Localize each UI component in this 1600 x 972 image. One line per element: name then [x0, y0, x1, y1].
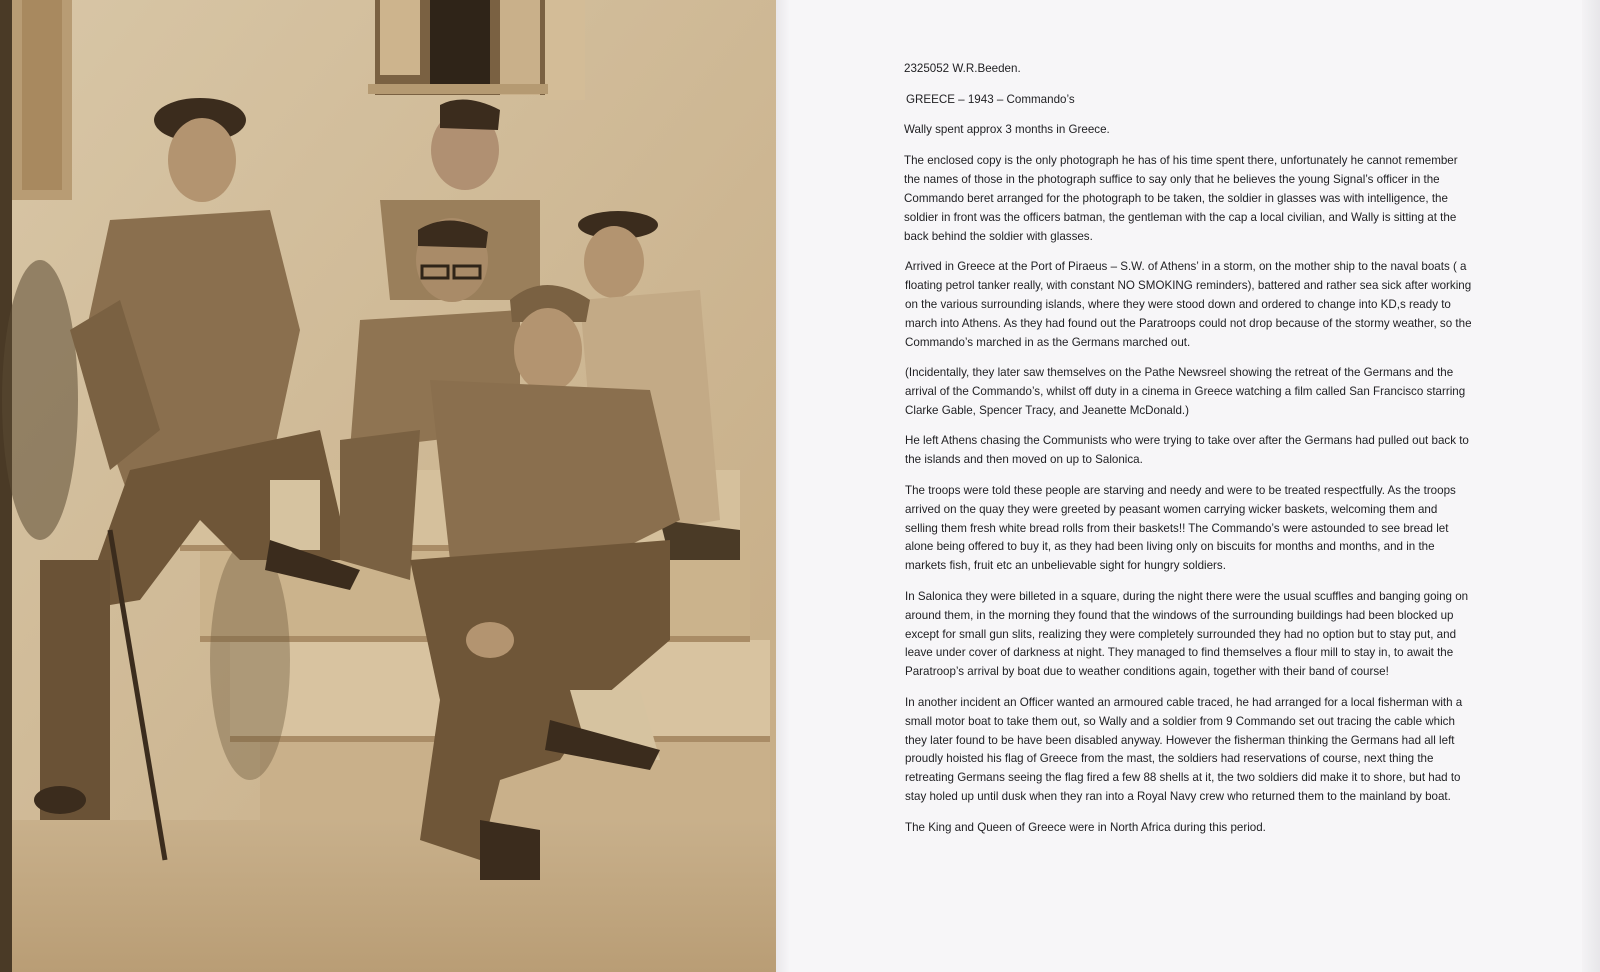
paragraph-6: The troops were told these people are starving and needy and were to be treated respectfully. As the troops arrived on the quay they were greeted by peasant women carrying wicker baskets, welcoming them and selling them fresh white bread rolls from their baskets!! The Commando’s were astounded to see bread let alone being offered to buy it, as they had been living only on biscuits for months and months, and in the markets fish, fruit etc an unbelievable sight for hungry soldiers. — [905, 483, 1456, 573]
paragraph-9: The King and Queen of Greece were in North Africa during this period. — [905, 820, 1266, 834]
service-number-name: 2325052 W.R.Beeden. — [904, 62, 1021, 75]
typed-page — [776, 0, 1600, 972]
sepia-photograph — [0, 0, 776, 972]
paragraph-4: (Incidentally, they later saw themselves on the Pathe Newsreel showing the retreat of the Germans and the arrival of the Commando’s, whilst off duty in a cinema in Greece watching a film called San Francisco starring Clarke Gable, Spencer Tracy, and Jeanette McDonald.) — [905, 366, 1466, 417]
paragraph-1: Wally spent approx 3 months in Greece. — [904, 123, 1110, 137]
page-fold-shadow — [776, 0, 790, 972]
paragraph-3: Arrived in Greece at the Port of Piraeus – S.W. of Athens’ in a storm, on the mother ship to the naval boats ( a floating petrol tanker really, with constant NO SMOKING reminders), battered and rather sea sick after working on the various surrounding islands, where they were stood down and ordered to change into KD,s ready to march into Athens. As they had found out the Paratroops could not drop because of the stormy weather, so the Commando’s marched in as the Germans marched out. — [905, 260, 1472, 349]
paragraph-7: In Salonica they were billeted in a square, during the night there were the usual scuffles and banging going on around them, in the morning they found that the windows of the surrounding buildings had been blocked up except for small gun slits, realizing they were completely surrounded they had no option but to stay put, and leave under cover of darkness at night. They managed to find themselves a flour mill to stay in, to await the Paratroop’s arrival by boat due to weather conditions again, together with their band of course! — [905, 589, 1469, 679]
paragraph-5: He left Athens chasing the Communists who were trying to take over after the Germans had pulled out back to the islands and then moved on up to Salonica. — [905, 434, 1469, 467]
page-right-edge — [1582, 0, 1600, 972]
paragraph-8: In another incident an Officer wanted an armoured cable traced, he had arranged for a local fisherman with a small motor boat to take them out, so Wally and a soldier from 9 Commando set out tracing the cable which they later found to be have been disabled anyway. However the fisherman thinking the Germans had all left proudly hoisted his flag of Greece from the mast, the soldiers had reservations of course, next thing the retreating Germans seeing the flag fired a few 88 shells at it, the two soldiers did make it to shore, but had to stay holed up until dusk when they ran into a Royal Navy crew who returned them to the mainland by boat. — [905, 695, 1463, 804]
memoir-text — [904, 60, 1472, 849]
ground — [12, 820, 776, 972]
paragraph-2: The enclosed copy is the only photograph he has of his time spent there, unfortunately he cannot remember the names of those in the photograph suffice to say only that he believes the young Signal’s officer in the Commando beret arranged for the photograph to be taken, the soldier in glasses was with intelligence, the soldier in front was the officers batman, the gentleman with the cap a local civilian, and Wally is sitting at the back behind the soldier with glasses. — [904, 154, 1458, 243]
photo-illustration — [0, 0, 776, 972]
document-subtitle: GREECE – 1943 – Commando’s — [906, 92, 1075, 106]
window — [368, 0, 585, 100]
